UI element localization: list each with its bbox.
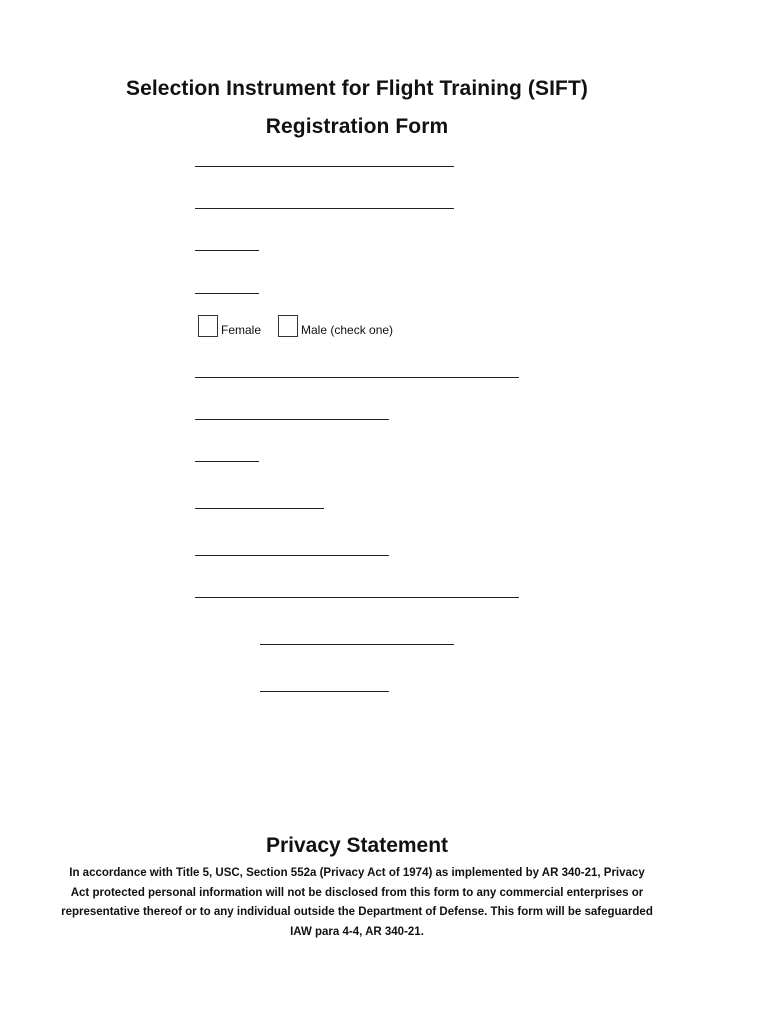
- email-field[interactable]: [195, 597, 519, 598]
- rank-field[interactable]: [195, 293, 259, 294]
- ssn-field[interactable]: [260, 691, 389, 692]
- zip-code-field[interactable]: [195, 508, 324, 509]
- form-title: Selection Instrument for Flight Training (SIFT): [125, 77, 589, 100]
- privacy-title: Privacy Statement: [265, 834, 449, 857]
- first-name-field[interactable]: [195, 208, 454, 209]
- form-subtitle: Registration Form: [265, 115, 449, 138]
- gender-row: [0, 317, 500, 339]
- current-address-field[interactable]: [195, 377, 519, 378]
- city-field[interactable]: [195, 419, 389, 420]
- middle-initial-field[interactable]: [195, 250, 259, 251]
- last-name-field[interactable]: [195, 166, 454, 167]
- male-label: Male (check one): [301, 323, 394, 337]
- privacy-text: In accordance with Title 5, USC, Section 552a (Privacy Act of 1974) as implemented by AR 340-21, Privacy Act protected personal information will not be disclosed from this form to any commercial enterprises or representative thereof or to any individual outside the Department of Defense. This form will be safeguarded IAW para 4-4, AR 340-21.: [61, 867, 653, 938]
- birth-date-field[interactable]: [260, 644, 454, 645]
- male-checkbox[interactable]: [278, 315, 298, 337]
- female-checkbox[interactable]: [198, 315, 218, 337]
- state-field[interactable]: [195, 461, 259, 462]
- phone-field[interactable]: [195, 555, 389, 556]
- female-label: Female: [221, 323, 262, 337]
